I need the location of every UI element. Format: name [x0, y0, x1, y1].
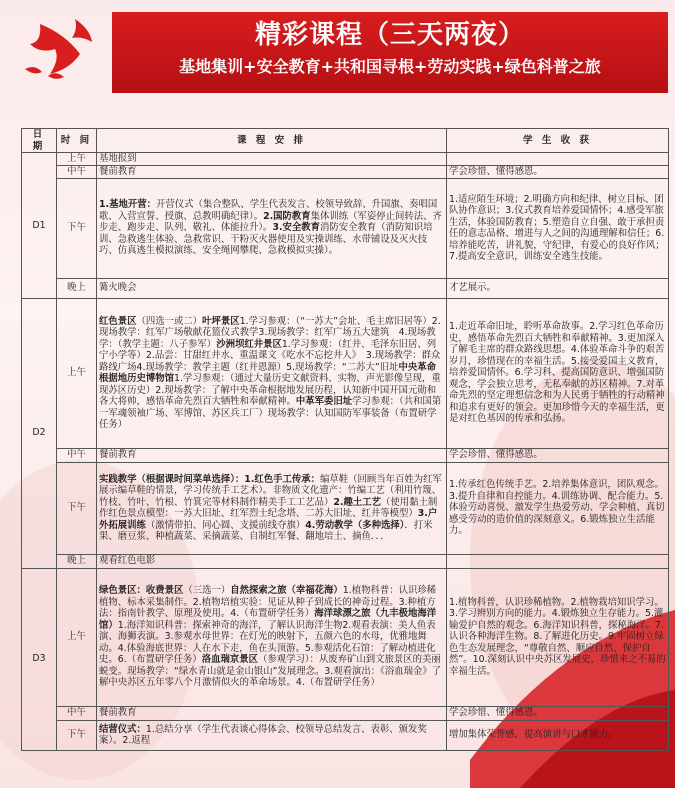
- period-cell: 中午: [57, 165, 97, 178]
- gain-cell: 1.植物科普，认识珍稀植物。2.植物栽培知识学习。3.学习辨别方向的能力。4.锻炼独立生存能力。5.灌输爱护自然的观念。6.海洋知识科普，探秘海洋。7.认识各种海洋生物。8.了解进化历史。9.牢固树立绿色生态发展理念，“尊敬自然、顺应自然、保护自然”。10.深刻认识中央苏区发展史，珍惜来之不易的幸福生活。: [447, 568, 669, 706]
- gain-cell: 才艺展示。: [447, 278, 669, 298]
- course-cell: 观看红色电影: [97, 554, 447, 568]
- course-cell: 篝火晚会: [97, 278, 447, 298]
- col-header-course: 课 程 安 排: [97, 129, 447, 153]
- course-heading: 3.户外拓展训练: [99, 508, 438, 531]
- schedule-table: [21, 128, 669, 751]
- course-heading: 2.国防教育: [263, 210, 311, 222]
- table-row: [22, 165, 669, 178]
- course-cell: 餐前教育: [97, 706, 447, 720]
- table-row: [22, 153, 669, 166]
- course-heading: 叶坪景区: [202, 315, 240, 327]
- period-cell: 晚上: [57, 278, 97, 298]
- course-heading: 红色景区: [99, 315, 137, 327]
- course-text: 集体训练（军姿停止间转法、齐步走、跑步走、队列、敬礼、体能拉升）。: [99, 210, 442, 234]
- gain-cell: [447, 554, 669, 568]
- gain-cell: 1.传承红色传统手艺。2.培养集体意识，团队观念。3.提升自律和自控能力。4.训练协调、配合能力。5.体验劳动喜悦、激发学生热爱劳动、学会种植、真切感受劳动的造价值的深刻意义。6.锻炼独立生活能力。: [447, 462, 669, 554]
- course-heading: 4.劳动教学（多种选择）: [305, 519, 405, 531]
- day-cell: D1: [22, 153, 57, 299]
- table-row: [22, 568, 669, 706]
- course-text: 开营仪式（集合整队、学生代表发言、校领导致辞、升国旗、奏唱国歌、入营宣誓、授旗、总教明确纪律）。: [99, 199, 438, 222]
- header-row: [22, 129, 669, 153]
- course-text: （激情带拍、同心圆、支援前线夺旗）: [145, 519, 306, 531]
- course-text: （使用黏土制作红色景点模型：一苏大旧址、红军烈士纪念塔、二苏大旧址、红井等模型）: [99, 496, 438, 519]
- gain-cell: 学会珍惜、懂得感恩。: [447, 448, 669, 462]
- period-cell: 下午: [57, 178, 97, 278]
- table-row: [22, 448, 669, 462]
- course-heading: 洛血瑞京景区: [201, 654, 258, 666]
- day-cell: D2: [22, 298, 57, 568]
- course-cell: 餐前教育: [97, 448, 447, 462]
- period-cell: 下午: [57, 462, 97, 554]
- course-text: 1.总结分享（学生代表谈心得体会、校领导总结发言、表彰、颁发奖案）。2.返程: [99, 723, 427, 746]
- course-heading: 实践教学（根据课时间菜单选择）：1.红色手工传承：: [99, 473, 321, 485]
- course-cell: [97, 568, 447, 706]
- course-cell: 餐前教育: [97, 165, 447, 178]
- course-text: 1.学习参观：（“一苏大”会址、毛主席旧居等）2.现场教学：红军广场敬献花篮仪式教学3.现场教学：红军广场五大建筑 4.现场教学：（教学主题：八子参军）: [99, 315, 441, 350]
- gain-cell: 学会珍惜、懂得感恩。: [447, 706, 669, 720]
- course-heading: 自然探索之旅（幸福花海）: [230, 585, 343, 597]
- course-text: 消防安全教育（消防知识培训、急救逃生体验、急救常识、干粉灭火器使用及实操训练、水带铺设及灭火技巧、仿真逃生模拟演练、安全绳网攀爬、急救模拟实操）。: [99, 222, 433, 257]
- course-heading: 1.基地开营：: [99, 199, 156, 211]
- course-text: （四选一或二）: [136, 315, 203, 327]
- period-cell: 中午: [57, 448, 97, 462]
- col-header-gain: 学 生 收 获: [447, 129, 669, 153]
- gain-cell: 增加集体荣誉感，提高演讲与口才能力。: [447, 720, 669, 750]
- course-heading: 中革军委旧址: [295, 396, 353, 407]
- course-heading: 2.趣土工艺: [333, 496, 381, 508]
- table-row: [22, 706, 669, 720]
- course-heading: 沙洲坝红井景区: [216, 338, 282, 350]
- period-cell: 下午: [57, 720, 97, 750]
- course-text: （参观学习）：从废弃矿山到文旅景区的美丽蜕变。现场教学：“绿水青山就是金山银山”发展理念。3.观看演出：《浴血瑞金》了解中央苏区五年零八个月激情似火的革命场景。4.（布置研学任务）: [99, 654, 442, 689]
- gain-cell: 学会珍惜、懂得感恩。: [447, 165, 669, 178]
- course-text: 1.植物科普：认识珍稀植物、标本采集制作。2.植物培植实验：见证从种子到成长的神奇过程。3.种植方法：指南针教学、原理及使用。4.（布置研学任务）: [99, 585, 437, 620]
- col-header-day: 日 期: [22, 129, 57, 153]
- course-cell: [97, 462, 447, 554]
- course-text: 1.海洋知识科普：探索神奇的海洋，了解认识海洋生物2.观看表演：美人鱼表演、海狮表演。3.参观水母世界：在灯光的映射下，五颜六色的水母，优雅地舞动。4.体验海底世界：人在水下走，鱼在头顶游。5.参观活化石馆：了解动植进化史。6.（布置研学任务）: [99, 619, 436, 666]
- course-cell: [97, 298, 447, 448]
- gain-cell: [447, 153, 669, 166]
- table-row: [22, 178, 669, 278]
- period-cell: 晚上: [57, 554, 97, 568]
- course-text: 学习参观：（共和国第一军魂领袖广场、军博馆、苏区兵工厂）现场教学：认知国防军事装备（布置研学任务）: [99, 396, 442, 430]
- course-cell: 基地报到: [97, 153, 447, 166]
- table-row: [22, 554, 669, 568]
- gain-cell: 1.适应陌生环境；2.明确方向和纪律、树立目标、团队协作意识；3.仪式教育培养爱国情怀；4.感受军旅生活，体验国防教育；5.塑造自立自强、敢于承担责任的意志品格、增进与人之间的沟通理解和信任；6.培养能吃苦，讲礼貌，守纪律，有爱心的良好作风；7.提高安全意识，训练安全逃生技能。: [447, 178, 669, 278]
- course-heading: 中央革命根据地历史博物馆: [99, 361, 436, 384]
- course-text: 1.学习参观：（红井、毛泽东旧居、列宁小学等）2.品尝：甘甜红井水、重温课文《吃水不忘挖井人》 3.现场教学：群众路线广场4.现场教学：教学主题（红井恩源）5.现场教学：“二苏大”旧址: [99, 338, 441, 373]
- page-subtitle: 基地集训+安全教育+共和国寻根+劳动实践+绿色科普之旅: [179, 57, 601, 76]
- day-cell: D3: [22, 568, 57, 750]
- table-row: [22, 278, 669, 298]
- course-heading: 结营仪式：: [99, 723, 146, 735]
- course-cell: [97, 720, 447, 750]
- course-cell: [97, 178, 447, 278]
- table-row: [22, 720, 669, 750]
- period-cell: 上午: [57, 298, 97, 448]
- course-text: 编草鞋（回顾当年百姓为红军展示编草鞋的情景，学习传统手工艺术）。非物质文化遗产：竹编工艺（利用竹篾、竹枝、竹叶、竹根、竹箕完等材料制作精美手工工艺品）: [99, 473, 442, 508]
- course-text: 1.学习参观：（通过大量历史文献资料、实物、声光影像呈现，重现苏区历史）2.现场教学：了解中央革命根据地发展历程，认知新中国开国元勋和各大将帅，感悟革命先烈百大牺牲和奉献精神。: [99, 373, 441, 407]
- course-text: （三选一）: [183, 585, 231, 597]
- doves-logo-icon: [20, 14, 120, 84]
- period-cell: 上午: [57, 568, 97, 706]
- table-row: [22, 462, 669, 554]
- table-row: [22, 298, 669, 448]
- course-text: ．打米果、磨豆浆、种植蔬菜、采摘蔬菜、自制红军餐、翻地培土、摘鱼．．．: [99, 519, 433, 542]
- period-cell: 中午: [57, 706, 97, 720]
- course-heading: 3.安全教育: [272, 222, 321, 234]
- page-title: 精彩课程（三天两夜）: [254, 20, 525, 50]
- period-cell: 上午: [57, 153, 97, 166]
- course-heading: 海洋球漂之旅（九丰极地海洋馆）: [99, 608, 437, 631]
- course-heading: 绿色景区：收费景区: [99, 585, 184, 597]
- title-banner: [112, 12, 668, 93]
- col-header-time: 时 间: [57, 129, 97, 153]
- gain-cell: 1.走近革命旧址，聆听革命故事。2.学习红色革命历史，感悟革命先烈百大牺牲和奉献精神。3.更加深入了解毛主席的群众路线思想。4.体验革命斗争的艰苦岁月，珍惜现在的幸福生活。5.接受爱国主义教育，培养爱国情怀。6.学习科、提高国防意识、增强国防观念，学会独立思考，无私奉献的苏区精神。7.对革命先烈的坚定理想信念和为人民勇于牺牲的行动精神和追求有更好的领会。更加珍惜今天的幸福生活，更是对红色基因的传承和弘扬。: [447, 298, 669, 448]
